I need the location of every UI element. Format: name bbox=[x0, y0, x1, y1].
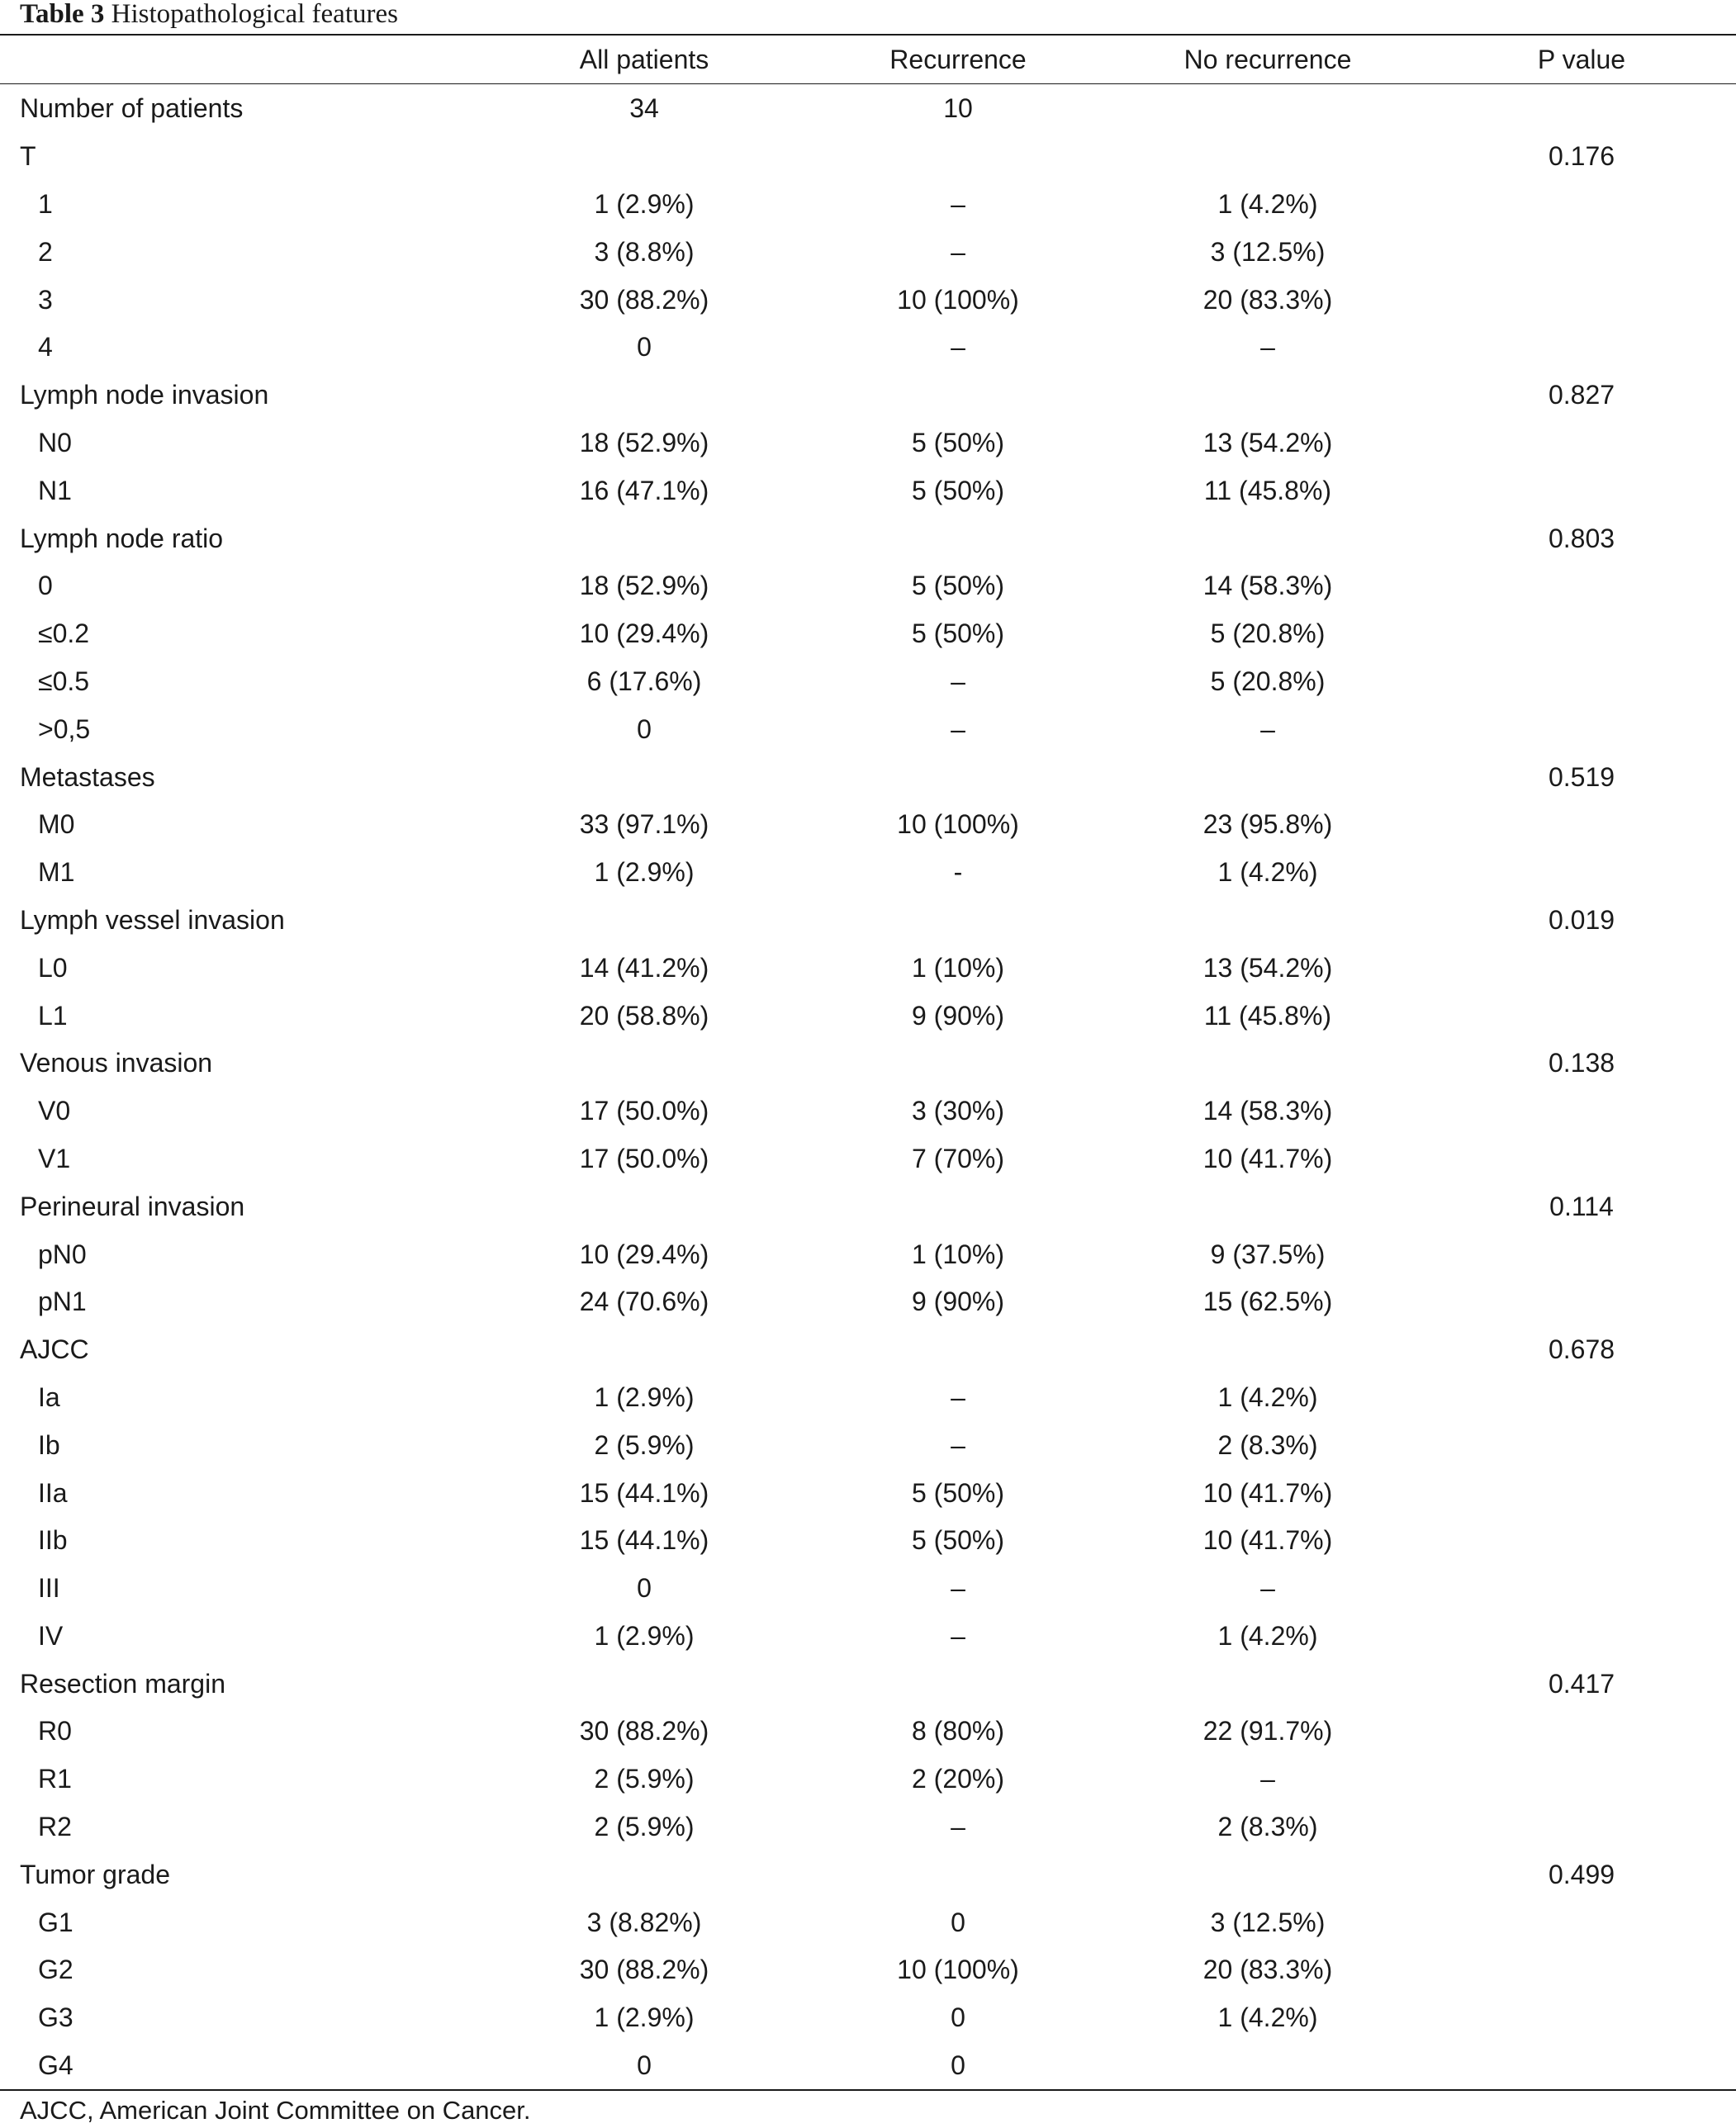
no-recurrence-cell: 3 (12.5%) bbox=[1210, 1907, 1326, 1937]
row-label-cell: 1 bbox=[38, 188, 53, 219]
recurrence-cell: 5 (50%) bbox=[911, 475, 1005, 505]
recurrence-cell: 10 bbox=[943, 93, 973, 124]
recurrence-cell: 1 (10%) bbox=[911, 952, 1005, 983]
row-label-cell: V1 bbox=[38, 1143, 71, 1173]
recurrence-cell: – bbox=[951, 1573, 965, 1604]
row-label-cell: 0 bbox=[38, 571, 53, 601]
row-label-cell: Resection margin bbox=[20, 1668, 225, 1699]
no-recurrence-cell: 1 (4.2%) bbox=[1217, 1620, 1318, 1651]
p-value-cell bbox=[1454, 705, 1710, 753]
p-value-cell bbox=[1454, 1278, 1710, 1326]
recurrence-cell: 5 (50%) bbox=[911, 1477, 1005, 1508]
recurrence-cell: – bbox=[951, 1812, 965, 1842]
table-row bbox=[0, 705, 1736, 753]
recurrence-cell: – bbox=[951, 188, 965, 219]
p-value-cell bbox=[1454, 1135, 1710, 1183]
all-patients-cell: 24 (70.6%) bbox=[579, 1287, 709, 1317]
all-patients-cell: 2 (5.9%) bbox=[594, 1429, 695, 1460]
recurrence-cell: – bbox=[951, 236, 965, 267]
no-recurrence-cell: 20 (83.3%) bbox=[1202, 1955, 1333, 1985]
row-label-cell: R2 bbox=[38, 1812, 72, 1842]
no-recurrence-cell: 15 (62.5%) bbox=[1202, 1287, 1333, 1317]
p-value-cell bbox=[1454, 1230, 1710, 1278]
row-label-cell: M1 bbox=[38, 857, 75, 888]
recurrence-cell: 1 (10%) bbox=[911, 1239, 1005, 1269]
row-label-cell: R0 bbox=[38, 1716, 72, 1746]
table-row-group-heading bbox=[0, 1182, 1736, 1230]
recurrence-cell bbox=[834, 1326, 1082, 1374]
all-patients-cell bbox=[520, 1040, 768, 1088]
table-row-group-heading bbox=[0, 514, 1736, 562]
all-patients-cell bbox=[520, 372, 768, 419]
table-row bbox=[0, 1469, 1736, 1517]
table-row bbox=[0, 1613, 1736, 1661]
table-row bbox=[0, 1946, 1736, 1994]
row-label-cell: Lymph node invasion bbox=[20, 380, 269, 410]
all-patients-cell: 33 (97.1%) bbox=[579, 809, 709, 840]
recurrence-cell: – bbox=[951, 713, 965, 744]
table-row bbox=[0, 2042, 1736, 2090]
p-value-cell bbox=[1454, 276, 1710, 324]
row-label-cell: G4 bbox=[38, 2050, 74, 2081]
row-label-cell: Metastases bbox=[20, 761, 155, 792]
row-label-cell: Lymph node ratio bbox=[20, 523, 224, 553]
no-recurrence-cell: 9 (37.5%) bbox=[1210, 1239, 1326, 1269]
no-recurrence-cell bbox=[1140, 1660, 1396, 1708]
recurrence-cell: 9 (90%) bbox=[911, 1000, 1005, 1031]
row-label-cell: G1 bbox=[38, 1907, 74, 1937]
recurrence-cell: 2 (20%) bbox=[911, 1764, 1005, 1794]
table-row bbox=[0, 181, 1736, 229]
no-recurrence-cell bbox=[1140, 1182, 1396, 1230]
row-label-cell: IIb bbox=[38, 1525, 68, 1556]
no-recurrence-cell: 5 (20.8%) bbox=[1210, 618, 1326, 649]
table-row bbox=[0, 610, 1736, 658]
recurrence-cell: 9 (90%) bbox=[911, 1287, 1005, 1317]
all-patients-cell: 3 (8.82%) bbox=[586, 1907, 702, 1937]
p-value-cell bbox=[1454, 849, 1710, 897]
recurrence-cell bbox=[834, 514, 1082, 562]
table-row bbox=[0, 1088, 1736, 1135]
header-p-value: P value bbox=[1537, 44, 1626, 74]
p-value-cell bbox=[1454, 1708, 1710, 1756]
all-patients-cell: 6 (17.6%) bbox=[586, 666, 702, 696]
p-value-cell bbox=[1454, 1374, 1710, 1422]
row-label-cell: 3 bbox=[38, 284, 53, 315]
p-value-cell bbox=[1454, 1469, 1710, 1517]
no-recurrence-cell bbox=[1140, 1040, 1396, 1088]
all-patients-cell: 3 (8.8%) bbox=[594, 236, 695, 267]
recurrence-cell: 0 bbox=[951, 2002, 965, 2033]
p-value-cell: 0.803 bbox=[1548, 523, 1615, 553]
table-header-rule bbox=[0, 83, 1736, 84]
all-patients-cell: 18 (52.9%) bbox=[579, 571, 709, 601]
p-value-cell bbox=[1454, 324, 1710, 372]
header-all-patients: All patients bbox=[579, 44, 709, 74]
recurrence-cell: – bbox=[951, 1620, 965, 1651]
no-recurrence-cell: 2 (8.3%) bbox=[1217, 1812, 1318, 1842]
no-recurrence-cell: – bbox=[1260, 1764, 1275, 1794]
no-recurrence-cell: – bbox=[1260, 1573, 1275, 1604]
no-recurrence-cell: – bbox=[1260, 713, 1275, 744]
row-label-cell: V0 bbox=[38, 1096, 71, 1126]
p-value-cell bbox=[1454, 1756, 1710, 1803]
all-patients-cell: 0 bbox=[637, 1573, 652, 1604]
recurrence-cell bbox=[834, 133, 1082, 181]
table-row bbox=[0, 1565, 1736, 1613]
table-top-rule bbox=[0, 34, 1736, 36]
row-label-cell: M0 bbox=[38, 809, 75, 840]
all-patients-cell: 30 (88.2%) bbox=[579, 1955, 709, 1985]
no-recurrence-cell bbox=[1140, 897, 1396, 945]
recurrence-cell: 10 (100%) bbox=[897, 1955, 1019, 1985]
p-value-cell bbox=[1454, 658, 1710, 706]
p-value-cell bbox=[1454, 1565, 1710, 1613]
row-label-cell: Ib bbox=[38, 1429, 60, 1460]
table-row bbox=[0, 1135, 1736, 1183]
recurrence-cell bbox=[834, 897, 1082, 945]
row-label-cell: 2 bbox=[38, 236, 53, 267]
recurrence-cell: 10 (100%) bbox=[897, 809, 1019, 840]
all-patients-cell bbox=[520, 514, 768, 562]
p-value-cell bbox=[1454, 1613, 1710, 1661]
table-row-group-heading bbox=[0, 897, 1736, 945]
row-label-cell: G2 bbox=[38, 1955, 74, 1985]
header-no-recurrence: No recurrence bbox=[1183, 44, 1352, 74]
table-row bbox=[0, 1374, 1736, 1422]
no-recurrence-cell bbox=[1140, 753, 1396, 801]
row-label-cell: Lymph vessel invasion bbox=[20, 904, 285, 935]
all-patients-cell: 15 (44.1%) bbox=[579, 1477, 709, 1508]
recurrence-cell bbox=[834, 1040, 1082, 1088]
no-recurrence-cell: 10 (41.7%) bbox=[1202, 1525, 1333, 1556]
row-label-cell: Tumor grade bbox=[20, 1859, 170, 1889]
all-patients-cell: 1 (2.9%) bbox=[594, 1382, 695, 1412]
no-recurrence-cell: 23 (95.8%) bbox=[1202, 809, 1333, 840]
all-patients-cell bbox=[520, 1326, 768, 1374]
row-label-cell: IIa bbox=[38, 1477, 68, 1508]
table-body bbox=[0, 85, 1736, 2089]
table-header-row bbox=[0, 36, 1736, 83]
row-label-cell: L0 bbox=[38, 952, 68, 983]
p-value-cell: 0.417 bbox=[1548, 1668, 1615, 1699]
no-recurrence-cell: 13 (54.2%) bbox=[1202, 952, 1333, 983]
all-patients-cell: 30 (88.2%) bbox=[579, 1716, 709, 1746]
table-row-group-heading bbox=[0, 372, 1736, 419]
recurrence-cell: 5 (50%) bbox=[911, 618, 1005, 649]
table-row-group-heading bbox=[0, 1040, 1736, 1088]
p-value-cell bbox=[1454, 1517, 1710, 1565]
all-patients-cell: 15 (44.1%) bbox=[579, 1525, 709, 1556]
all-patients-cell: 0 bbox=[637, 713, 652, 744]
row-label-cell: ≤0.2 bbox=[38, 618, 90, 649]
recurrence-cell: 8 (80%) bbox=[911, 1716, 1005, 1746]
no-recurrence-cell bbox=[1140, 372, 1396, 419]
table-bottom-rule bbox=[0, 2089, 1736, 2091]
table-row bbox=[0, 419, 1736, 467]
row-label-cell: Perineural invasion bbox=[20, 1191, 245, 1221]
all-patients-cell: 1 (2.9%) bbox=[594, 188, 695, 219]
table-row bbox=[0, 1898, 1736, 1946]
p-value-cell bbox=[1454, 1421, 1710, 1469]
row-label-cell: Ia bbox=[38, 1382, 60, 1412]
all-patients-cell: 14 (41.2%) bbox=[579, 952, 709, 983]
no-recurrence-cell bbox=[1140, 2042, 1396, 2090]
all-patients-cell: 2 (5.9%) bbox=[594, 1812, 695, 1842]
p-value-cell: 0.176 bbox=[1548, 141, 1615, 172]
all-patients-cell: 34 bbox=[629, 93, 659, 124]
table-row bbox=[0, 562, 1736, 610]
no-recurrence-cell bbox=[1140, 133, 1396, 181]
table-caption bbox=[20, 0, 398, 31]
recurrence-cell: - bbox=[953, 857, 963, 888]
table-row bbox=[0, 849, 1736, 897]
table-row bbox=[0, 1517, 1736, 1565]
header-label-cell bbox=[20, 36, 482, 83]
table-row-group-heading bbox=[0, 1660, 1736, 1708]
table-row bbox=[0, 228, 1736, 276]
p-value-cell bbox=[1454, 181, 1710, 229]
table-row-group-heading bbox=[0, 1326, 1736, 1374]
row-label-cell: pN1 bbox=[38, 1287, 87, 1317]
all-patients-cell: 20 (58.8%) bbox=[579, 1000, 709, 1031]
row-label-cell: pN0 bbox=[38, 1239, 87, 1269]
no-recurrence-cell: 14 (58.3%) bbox=[1202, 571, 1333, 601]
no-recurrence-cell bbox=[1140, 1851, 1396, 1898]
all-patients-cell: 1 (2.9%) bbox=[594, 1620, 695, 1651]
no-recurrence-cell: 14 (58.3%) bbox=[1202, 1096, 1333, 1126]
recurrence-cell: 3 (30%) bbox=[911, 1096, 1005, 1126]
all-patients-cell bbox=[520, 897, 768, 945]
no-recurrence-cell: – bbox=[1260, 332, 1275, 363]
row-label-cell: III bbox=[38, 1573, 60, 1604]
p-value-cell bbox=[1454, 610, 1710, 658]
row-label-cell: Number of patients bbox=[20, 93, 244, 124]
all-patients-cell bbox=[520, 753, 768, 801]
recurrence-cell: – bbox=[951, 332, 965, 363]
no-recurrence-cell: 13 (54.2%) bbox=[1202, 427, 1333, 457]
all-patients-cell: 30 (88.2%) bbox=[579, 284, 709, 315]
recurrence-cell: 5 (50%) bbox=[911, 571, 1005, 601]
p-value-cell bbox=[1454, 562, 1710, 610]
all-patients-cell: 17 (50.0%) bbox=[579, 1096, 709, 1126]
p-value-cell: 0.019 bbox=[1548, 904, 1615, 935]
p-value-cell bbox=[1454, 1803, 1710, 1851]
table-row bbox=[0, 992, 1736, 1040]
table-row bbox=[0, 467, 1736, 514]
table-row bbox=[0, 1994, 1736, 2042]
recurrence-cell: 0 bbox=[951, 1907, 965, 1937]
no-recurrence-cell: 20 (83.3%) bbox=[1202, 284, 1333, 315]
no-recurrence-cell: 1 (4.2%) bbox=[1217, 1382, 1318, 1412]
recurrence-cell bbox=[834, 753, 1082, 801]
table-row-group-heading bbox=[0, 133, 1736, 181]
p-value-cell bbox=[1454, 2042, 1710, 2090]
p-value-cell bbox=[1454, 992, 1710, 1040]
p-value-cell: 0.678 bbox=[1548, 1334, 1615, 1365]
table-row-group-heading bbox=[0, 85, 1736, 133]
row-label-cell: IV bbox=[38, 1620, 64, 1651]
row-label-cell: N1 bbox=[38, 475, 72, 505]
p-value-cell bbox=[1454, 1946, 1710, 1994]
row-label-cell: G3 bbox=[38, 2002, 74, 2033]
p-value-cell: 0.519 bbox=[1548, 761, 1615, 792]
all-patients-cell bbox=[520, 1660, 768, 1708]
no-recurrence-cell: 11 (45.8%) bbox=[1203, 1000, 1332, 1031]
header-recurrence: Recurrence bbox=[889, 44, 1027, 74]
no-recurrence-cell bbox=[1140, 1326, 1396, 1374]
no-recurrence-cell: 10 (41.7%) bbox=[1202, 1477, 1333, 1508]
table-row bbox=[0, 276, 1736, 324]
recurrence-cell: 5 (50%) bbox=[911, 427, 1005, 457]
no-recurrence-cell bbox=[1140, 85, 1396, 133]
table-row bbox=[0, 324, 1736, 372]
no-recurrence-cell: 2 (8.3%) bbox=[1217, 1429, 1318, 1460]
no-recurrence-cell: 5 (20.8%) bbox=[1210, 666, 1326, 696]
table-row bbox=[0, 1756, 1736, 1803]
recurrence-cell: 7 (70%) bbox=[911, 1143, 1005, 1173]
table-footnote: AJCC, American Joint Committee on Cancer. bbox=[20, 2096, 531, 2125]
row-label-cell: >0,5 bbox=[38, 713, 91, 744]
no-recurrence-cell: 1 (4.2%) bbox=[1217, 857, 1318, 888]
recurrence-cell bbox=[834, 1182, 1082, 1230]
row-label-cell: AJCC bbox=[20, 1334, 89, 1365]
no-recurrence-cell: 1 (4.2%) bbox=[1217, 188, 1318, 219]
table-row bbox=[0, 944, 1736, 992]
table-row-group-heading bbox=[0, 753, 1736, 801]
all-patients-cell: 10 (29.4%) bbox=[579, 618, 709, 649]
all-patients-cell: 18 (52.9%) bbox=[579, 427, 709, 457]
table-row bbox=[0, 1230, 1736, 1278]
p-value-cell bbox=[1454, 1088, 1710, 1135]
no-recurrence-cell: 1 (4.2%) bbox=[1217, 2002, 1318, 2033]
no-recurrence-cell: 11 (45.8%) bbox=[1203, 475, 1332, 505]
p-value-cell bbox=[1454, 419, 1710, 467]
row-label-cell: ≤0.5 bbox=[38, 666, 90, 696]
p-value-cell bbox=[1454, 1994, 1710, 2042]
row-label-cell: T bbox=[20, 141, 36, 172]
p-value-cell bbox=[1454, 944, 1710, 992]
p-value-cell bbox=[1454, 467, 1710, 514]
p-value-cell: 0.499 bbox=[1548, 1859, 1615, 1889]
all-patients-cell: 10 (29.4%) bbox=[579, 1239, 709, 1269]
recurrence-cell: – bbox=[951, 1429, 965, 1460]
table-row-group-heading bbox=[0, 1851, 1736, 1898]
no-recurrence-cell: 3 (12.5%) bbox=[1210, 236, 1326, 267]
no-recurrence-cell: 10 (41.7%) bbox=[1202, 1143, 1333, 1173]
p-value-cell bbox=[1454, 228, 1710, 276]
all-patients-cell: 2 (5.9%) bbox=[594, 1764, 695, 1794]
all-patients-cell: 0 bbox=[637, 332, 652, 363]
no-recurrence-cell: 22 (91.7%) bbox=[1202, 1716, 1333, 1746]
row-label-cell: L1 bbox=[38, 1000, 68, 1031]
p-value-cell: 0.827 bbox=[1548, 380, 1615, 410]
table-caption-label: Table 3 bbox=[20, 0, 105, 29]
all-patients-cell: 0 bbox=[637, 2050, 652, 2081]
table-row bbox=[0, 801, 1736, 849]
recurrence-cell: 0 bbox=[951, 2050, 965, 2081]
table-row bbox=[0, 658, 1736, 706]
row-label-cell: R1 bbox=[38, 1764, 72, 1794]
p-value-cell bbox=[1454, 1898, 1710, 1946]
all-patients-cell: 1 (2.9%) bbox=[594, 2002, 695, 2033]
row-label-cell: N0 bbox=[38, 427, 72, 457]
all-patients-cell: 1 (2.9%) bbox=[594, 857, 695, 888]
p-value-cell: 0.138 bbox=[1548, 1048, 1615, 1078]
all-patients-cell bbox=[520, 1851, 768, 1898]
table-row bbox=[0, 1708, 1736, 1756]
row-label-cell: 4 bbox=[38, 332, 53, 363]
all-patients-cell: 17 (50.0%) bbox=[579, 1143, 709, 1173]
all-patients-cell bbox=[520, 133, 768, 181]
recurrence-cell: 10 (100%) bbox=[897, 284, 1019, 315]
recurrence-cell: – bbox=[951, 1382, 965, 1412]
p-value-cell bbox=[1454, 85, 1710, 133]
all-patients-cell bbox=[520, 1182, 768, 1230]
all-patients-cell: 16 (47.1%) bbox=[579, 475, 709, 505]
table-row bbox=[0, 1278, 1736, 1326]
recurrence-cell: 5 (50%) bbox=[911, 1525, 1005, 1556]
p-value-cell bbox=[1454, 801, 1710, 849]
no-recurrence-cell bbox=[1140, 514, 1396, 562]
recurrence-cell bbox=[834, 1851, 1082, 1898]
table-row bbox=[0, 1421, 1736, 1469]
p-value-cell: 0.114 bbox=[1549, 1191, 1614, 1221]
recurrence-cell: – bbox=[951, 666, 965, 696]
recurrence-cell bbox=[834, 1660, 1082, 1708]
row-label-cell: Venous invasion bbox=[20, 1048, 213, 1078]
recurrence-cell bbox=[834, 372, 1082, 419]
table-caption-title: Histopathological features bbox=[111, 0, 398, 29]
table-row bbox=[0, 1803, 1736, 1851]
